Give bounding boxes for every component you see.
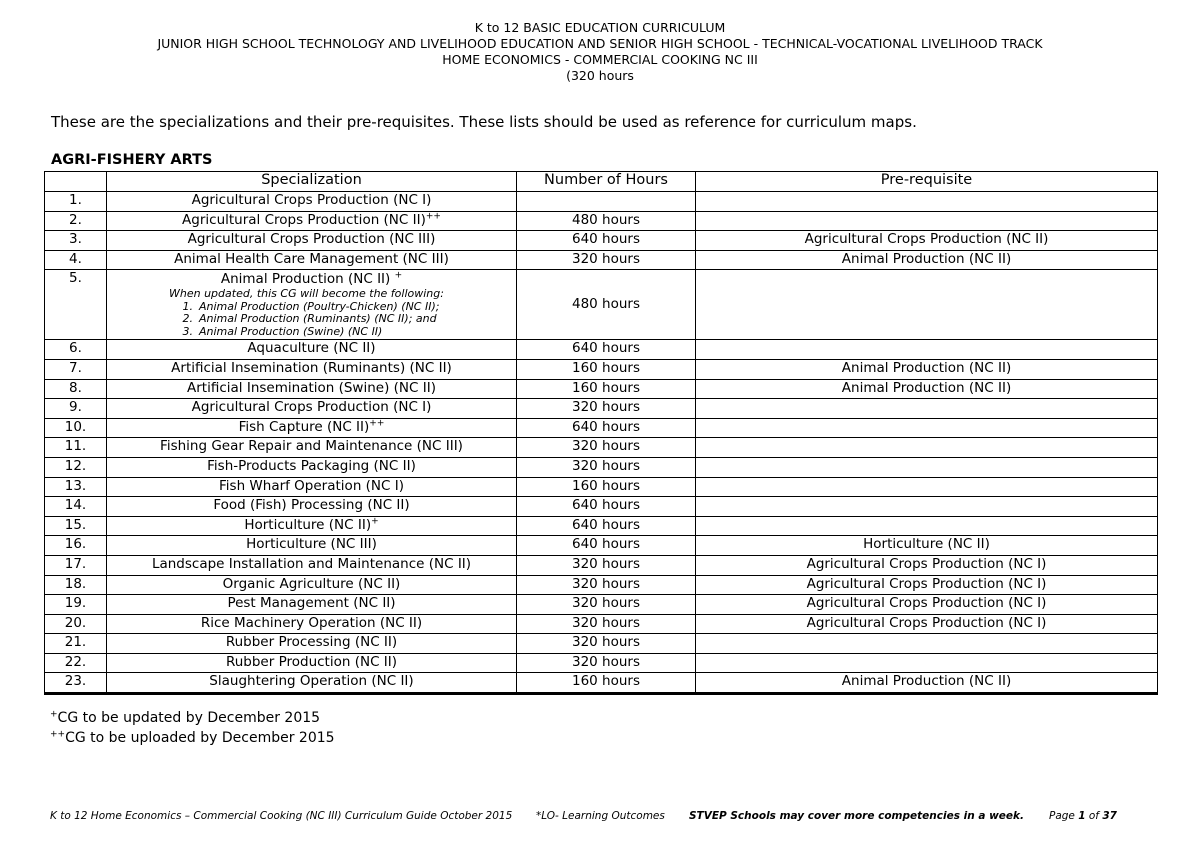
specialization-name: Landscape Installation and Maintenance (NC II) [151, 555, 472, 572]
specialization-name: Agricultural Crops Production (NC I) [191, 399, 432, 416]
row-hours: 480 hours [517, 211, 696, 231]
row-hours: 160 hours [517, 379, 696, 399]
table-row [45, 595, 1158, 615]
page-total: 37 [1102, 810, 1117, 822]
header-line-2: JUNIOR HIGH SCHOOL TECHNOLOGY AND LIVELIHOOD EDUCATION AND SENIOR HIGH SCHOOL - TECHNICAL-VOCATIONAL LIVELIHOOD TRACK [157, 36, 1043, 51]
specialization-name: Agricultural Crops Production (NC III) [187, 231, 436, 248]
row-number: 8. [45, 379, 107, 399]
row-number: 4. [45, 250, 107, 270]
row-hours: 640 hours [517, 516, 696, 536]
col-header-number [45, 172, 107, 192]
row-number: 11. [45, 438, 107, 458]
table-row [45, 211, 1158, 231]
row-hours: 640 hours [517, 418, 696, 438]
table-row [45, 399, 1158, 419]
row-prerequisite: Agricultural Crops Production (NC I) [696, 614, 1158, 634]
table-row [45, 359, 1158, 379]
footer-stvep-note: STVEP Schools may cover more competencies in a week. [689, 810, 1024, 822]
row-prerequisite: Agricultural Crops Production (NC I) [696, 595, 1158, 615]
row-specialization [107, 250, 517, 270]
row-specialization [107, 399, 517, 419]
footnote-2 [50, 730, 335, 746]
row-hours: 320 hours [517, 653, 696, 673]
row-prerequisite [696, 438, 1158, 458]
row-hours: 320 hours [517, 555, 696, 575]
row-number: 19. [45, 595, 107, 615]
specialization-name: Rice Machinery Operation (NC II) [200, 614, 423, 631]
table-header-row [45, 172, 1158, 192]
row-prerequisite: Agricultural Crops Production (NC I) [696, 575, 1158, 595]
row-number: 5. [45, 270, 107, 340]
specialization-name: Horticulture (NC II) [244, 516, 372, 533]
row-prerequisite [696, 653, 1158, 673]
row-specialization [107, 497, 517, 517]
specialization-name: Fish Capture (NC II) [238, 418, 370, 435]
col-header-prereq: Pre-requisite [696, 172, 1158, 192]
row-specialization [107, 673, 517, 694]
row-prerequisite [696, 634, 1158, 654]
row-specialization [107, 634, 517, 654]
item-text: Animal Production (Swine) (NC II) [199, 324, 383, 338]
specialization-name: Artificial Insemination (Ruminants) (NC II) [171, 359, 452, 376]
row-hours: 320 hours [517, 438, 696, 458]
row-hours: 320 hours [517, 634, 696, 654]
specialization-name: Animal Health Care Management (NC III) [174, 250, 449, 267]
row-prerequisite: Animal Production (NC II) [696, 673, 1158, 694]
specialization-table [44, 171, 1158, 695]
footer-guide-title: K to 12 Home Economics – Commercial Cooking (NC III) Curriculum Guide October 2015 [50, 810, 513, 822]
footnote-marker: ++ [425, 211, 441, 222]
row-specialization [107, 359, 517, 379]
row-prerequisite: Agricultural Crops Production (NC II) [696, 231, 1158, 251]
specialization-name: Organic Agriculture (NC II) [222, 575, 401, 592]
table-row [45, 575, 1158, 595]
footnote-mark: ++ [50, 729, 66, 740]
row-number: 6. [45, 340, 107, 360]
row-prerequisite [696, 457, 1158, 477]
row-number: 2. [45, 211, 107, 231]
footnote-1 [50, 710, 320, 726]
row-number: 1. [45, 192, 107, 212]
table-row [45, 555, 1158, 575]
specialization-name: Pest Management (NC II) [227, 595, 396, 612]
row-prerequisite [696, 516, 1158, 536]
table-row [45, 673, 1158, 694]
row-prerequisite: Agricultural Crops Production (NC I) [696, 555, 1158, 575]
row-hours: 640 hours [517, 231, 696, 251]
row-prerequisite [696, 477, 1158, 497]
col-header-hours: Number of Hours [517, 172, 696, 192]
row-hours: 160 hours [517, 359, 696, 379]
row-prerequisite: Animal Production (NC II) [696, 250, 1158, 270]
row-specialization [107, 438, 517, 458]
specialization-name: Food (Fish) Processing (NC II) [213, 497, 410, 514]
specialization-name: Slaughtering Operation (NC II) [209, 673, 414, 690]
row-prerequisite [696, 211, 1158, 231]
row-hours [517, 192, 696, 212]
row-specialization [107, 614, 517, 634]
row-prerequisite [696, 192, 1158, 212]
specialization-name: Animal Production (NC II) [220, 271, 391, 288]
row-number: 3. [45, 231, 107, 251]
row-hours: 640 hours [517, 340, 696, 360]
row-specialization [107, 418, 517, 438]
footnote-text: CG to be uploaded by December 2015 [65, 730, 335, 746]
row-prerequisite: Animal Production (NC II) [696, 379, 1158, 399]
header-line-1: K to 12 BASIC EDUCATION CURRICULUM [474, 20, 726, 35]
row-specialization [107, 457, 517, 477]
table-row [45, 457, 1158, 477]
row-prerequisite [696, 340, 1158, 360]
row-number: 17. [45, 555, 107, 575]
row-number: 7. [45, 359, 107, 379]
row-prerequisite: Animal Production (NC II) [696, 359, 1158, 379]
row-hours: 320 hours [517, 250, 696, 270]
footnote-marker: + [394, 270, 403, 281]
row-number: 14. [45, 497, 107, 517]
row-number: 22. [45, 653, 107, 673]
row-number: 9. [45, 399, 107, 419]
page-of: of [1085, 810, 1103, 822]
page-current: 1 [1078, 810, 1086, 822]
table-body [45, 192, 1158, 694]
row-prerequisite: Horticulture (NC II) [696, 536, 1158, 556]
item-number: 3. [182, 324, 193, 338]
row-specialization [107, 575, 517, 595]
row-specialization [107, 653, 517, 673]
specialization-name: Rubber Processing (NC II) [225, 634, 398, 651]
table-row [45, 418, 1158, 438]
table-row [45, 614, 1158, 634]
row-specialization [107, 231, 517, 251]
row-specialization [107, 379, 517, 399]
item-text: Animal Production (Poultry-Chicken) (NC II); [199, 299, 440, 313]
footnote-text: CG to be updated by December 2015 [57, 710, 321, 726]
specialization-name: Artificial Insemination (Swine) (NC II) [187, 379, 436, 396]
row-hours: 480 hours [517, 270, 696, 340]
row-number: 16. [45, 536, 107, 556]
row-number: 15. [45, 516, 107, 536]
row-number: 13. [45, 477, 107, 497]
document-header [0, 20, 1200, 84]
item-number: 1. [182, 299, 193, 313]
table-row [45, 536, 1158, 556]
header-line-3: HOME ECONOMICS - COMMERCIAL COOKING NC III [442, 52, 758, 67]
footer-page-number [1049, 810, 1117, 822]
row-number: 23. [45, 673, 107, 694]
footnote-mark: + [50, 709, 58, 720]
table-row [45, 250, 1158, 270]
intro-text: These are the specializations and their pre-requisites. These lists should be used as reference for curriculum maps. [51, 113, 917, 131]
row-prerequisite [696, 399, 1158, 419]
row-hours: 320 hours [517, 399, 696, 419]
table-row [45, 497, 1158, 517]
row-number: 18. [45, 575, 107, 595]
row-hours: 160 hours [517, 477, 696, 497]
update-note-item [169, 326, 514, 339]
row-specialization [107, 211, 517, 231]
table-row [45, 634, 1158, 654]
header-line-4: (320 hours [566, 68, 634, 83]
row-number: 21. [45, 634, 107, 654]
specialization-name: Horticulture (NC III) [246, 536, 377, 553]
table-row [45, 340, 1158, 360]
footnote-marker: + [371, 516, 379, 527]
row-specialization [107, 555, 517, 575]
row-hours: 640 hours [517, 536, 696, 556]
item-number: 2. [182, 312, 193, 326]
row-hours: 320 hours [517, 614, 696, 634]
row-prerequisite [696, 270, 1158, 340]
table-row [45, 516, 1158, 536]
row-specialization [107, 477, 517, 497]
row-specialization [107, 192, 517, 212]
row-hours: 320 hours [517, 457, 696, 477]
specialization-name: Agricultural Crops Production (NC II) [182, 211, 426, 228]
update-note [109, 288, 514, 338]
row-number: 20. [45, 614, 107, 634]
row-specialization [107, 270, 517, 340]
table-row [45, 231, 1158, 251]
specialization-name: Fish Wharf Operation (NC I) [219, 477, 404, 494]
row-specialization [107, 595, 517, 615]
specialization-name: Rubber Production (NC II) [225, 653, 398, 670]
specialization-name: Agricultural Crops Production (NC I) [191, 192, 432, 208]
specialization-title [109, 271, 514, 288]
footer-lo-note: *LO- Learning Outcomes [536, 810, 665, 822]
table-row [45, 270, 1158, 340]
col-header-specialization: Specialization [107, 172, 517, 192]
row-specialization [107, 340, 517, 360]
row-hours: 160 hours [517, 673, 696, 694]
row-hours: 320 hours [517, 595, 696, 615]
table-row [45, 477, 1158, 497]
row-number: 12. [45, 457, 107, 477]
update-note-text: When updated, this CG will become the following: [169, 287, 444, 301]
table-row [45, 192, 1158, 212]
specialization-name: Fish-Products Packaging (NC II) [207, 457, 416, 474]
table-row [45, 438, 1158, 458]
footnote-marker: ++ [369, 418, 385, 429]
item-text: Animal Production (Ruminants) (NC II); and [199, 312, 437, 326]
row-prerequisite [696, 418, 1158, 438]
table-row [45, 653, 1158, 673]
table-row [45, 379, 1158, 399]
page-prefix: Page [1049, 810, 1079, 822]
specialization-name: Fishing Gear Repair and Maintenance (NC III) [160, 438, 463, 455]
specialization-name: Aquaculture (NC II) [247, 340, 376, 357]
section-title: AGRI-FISHERY ARTS [51, 152, 213, 168]
row-specialization [107, 536, 517, 556]
row-prerequisite [696, 497, 1158, 517]
row-number: 10. [45, 418, 107, 438]
row-hours: 640 hours [517, 497, 696, 517]
row-hours: 320 hours [517, 575, 696, 595]
row-specialization [107, 516, 517, 536]
